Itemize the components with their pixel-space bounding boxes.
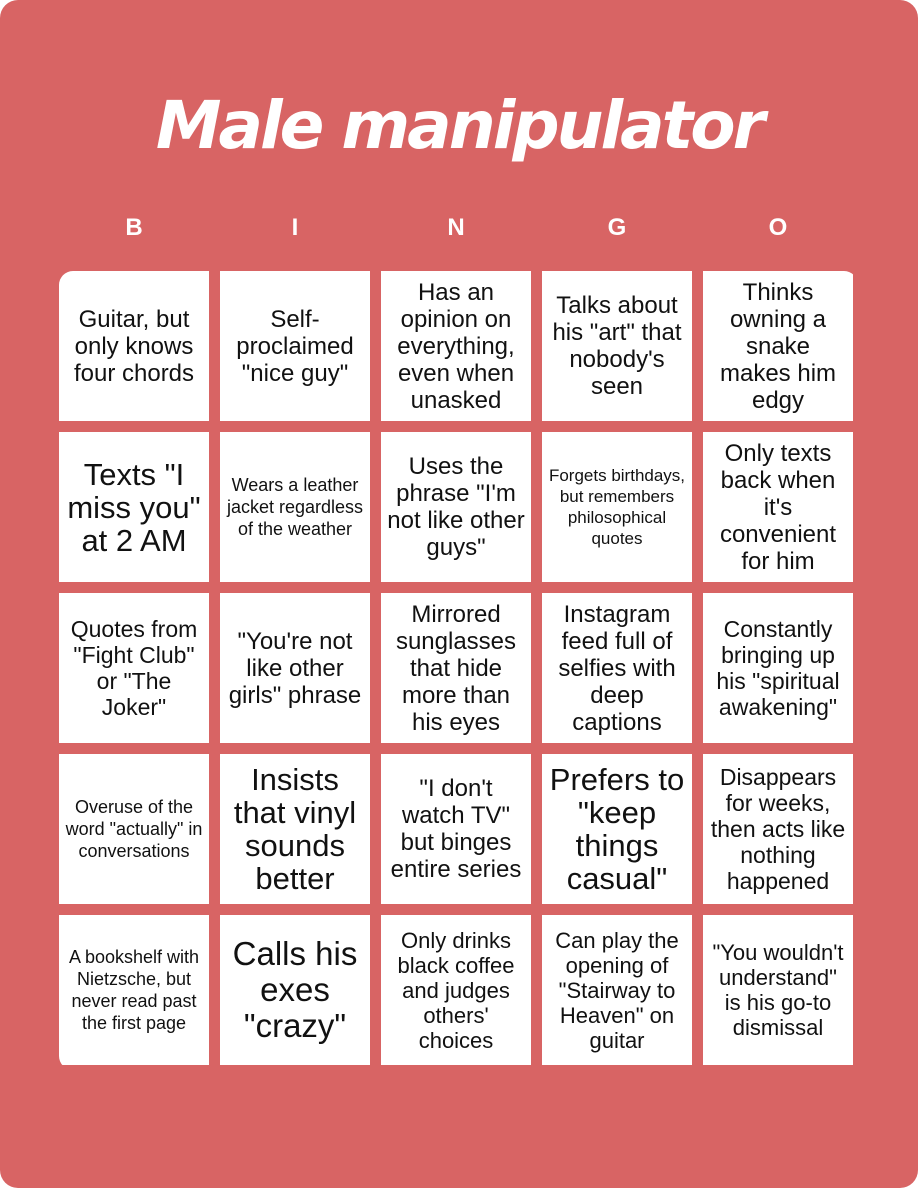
bingo-header bbox=[59, 206, 863, 250]
bingo-cell[interactable] bbox=[381, 271, 531, 421]
bingo-cell[interactable] bbox=[59, 432, 209, 582]
header-letter-i: I bbox=[291, 214, 299, 241]
cell-text: Only texts back when it's convenient for him bbox=[719, 439, 837, 575]
cell-text: Has an opinion on everything, even when unasked bbox=[397, 278, 515, 414]
header-letter-b: B bbox=[125, 214, 143, 241]
cell-text: Texts "I miss you" at 2 AM bbox=[67, 456, 201, 558]
bingo-cell[interactable] bbox=[542, 915, 692, 1065]
header-letter-n: N bbox=[447, 214, 465, 241]
bingo-cell[interactable] bbox=[220, 271, 370, 421]
bingo-cell[interactable] bbox=[703, 271, 853, 421]
cell-text: Calls his exes "crazy" bbox=[232, 935, 358, 1044]
cell-text: Instagram feed full of selfies with deep captions bbox=[558, 600, 676, 736]
cell-text: Prefers to "keep things casual" bbox=[549, 762, 685, 896]
header-letter-g: G bbox=[607, 214, 627, 241]
bingo-cell[interactable] bbox=[59, 915, 209, 1065]
bingo-cell[interactable] bbox=[542, 593, 692, 743]
bingo-cell[interactable] bbox=[703, 432, 853, 582]
bingo-cell[interactable] bbox=[542, 432, 692, 582]
header-letter-o: O bbox=[768, 214, 788, 241]
cell-text: Disappears for weeks, then acts like nothing happened bbox=[710, 764, 846, 894]
cell-text: "I don't watch TV" but binges entire series bbox=[390, 775, 522, 883]
bingo-cell[interactable] bbox=[542, 271, 692, 421]
bingo-cell[interactable] bbox=[381, 915, 531, 1065]
bingo-cell[interactable] bbox=[381, 754, 531, 904]
bingo-board bbox=[59, 271, 858, 1070]
cell-text: Overuse of the word "actually" in conversations bbox=[65, 797, 203, 861]
cell-text: A bookshelf with Nietzsche, but never read past the first page bbox=[68, 947, 200, 1033]
cell-text: Constantly bringing up his "spiritual awakening" bbox=[716, 616, 840, 720]
bingo-cell[interactable] bbox=[542, 754, 692, 904]
bingo-cell[interactable] bbox=[220, 593, 370, 743]
bingo-cell[interactable] bbox=[59, 593, 209, 743]
cell-text: Can play the opening of "Stairway to Heaven" on guitar bbox=[555, 927, 679, 1053]
cell-text: Wears a leather jacket regardless of the weather bbox=[226, 475, 364, 539]
bingo-cell[interactable] bbox=[220, 915, 370, 1065]
cell-text: "You wouldn't understand" is his go-to dismissal bbox=[712, 940, 844, 1040]
bingo-cell[interactable] bbox=[59, 754, 209, 904]
cell-text: Quotes from "Fight Club" or "The Joker" bbox=[70, 616, 198, 720]
bingo-cell[interactable] bbox=[703, 593, 853, 743]
cell-text: Uses the phrase "I'm not like other guys" bbox=[387, 453, 525, 561]
cell-text: "You're not like other girls" phrase bbox=[228, 627, 362, 709]
cell-text: Thinks owning a snake makes him edgy bbox=[719, 278, 837, 414]
cell-text: Forgets birthdays, but remembers philosophical quotes bbox=[548, 466, 686, 548]
cell-text: Only drinks black coffee and judges others' choices bbox=[397, 927, 515, 1053]
bingo-cell[interactable] bbox=[381, 593, 531, 743]
bingo-cell[interactable] bbox=[703, 915, 853, 1065]
cell-text: Talks about his "art" that nobody's seen bbox=[552, 292, 682, 400]
cell-text: Insists that vinyl sounds better bbox=[233, 762, 357, 896]
cell-text: Guitar, but only knows four chords bbox=[73, 305, 195, 387]
bingo-cell[interactable] bbox=[703, 754, 853, 904]
bingo-cell[interactable] bbox=[220, 432, 370, 582]
bingo-cell[interactable] bbox=[59, 271, 209, 421]
bingo-cell[interactable] bbox=[220, 754, 370, 904]
cell-text: Mirrored sunglasses that hide more than his eyes bbox=[395, 600, 517, 736]
bingo-cell[interactable] bbox=[381, 432, 531, 582]
card-title: Male manipulator bbox=[155, 87, 763, 164]
cell-text: Self-proclaimed "nice guy" bbox=[236, 305, 354, 387]
